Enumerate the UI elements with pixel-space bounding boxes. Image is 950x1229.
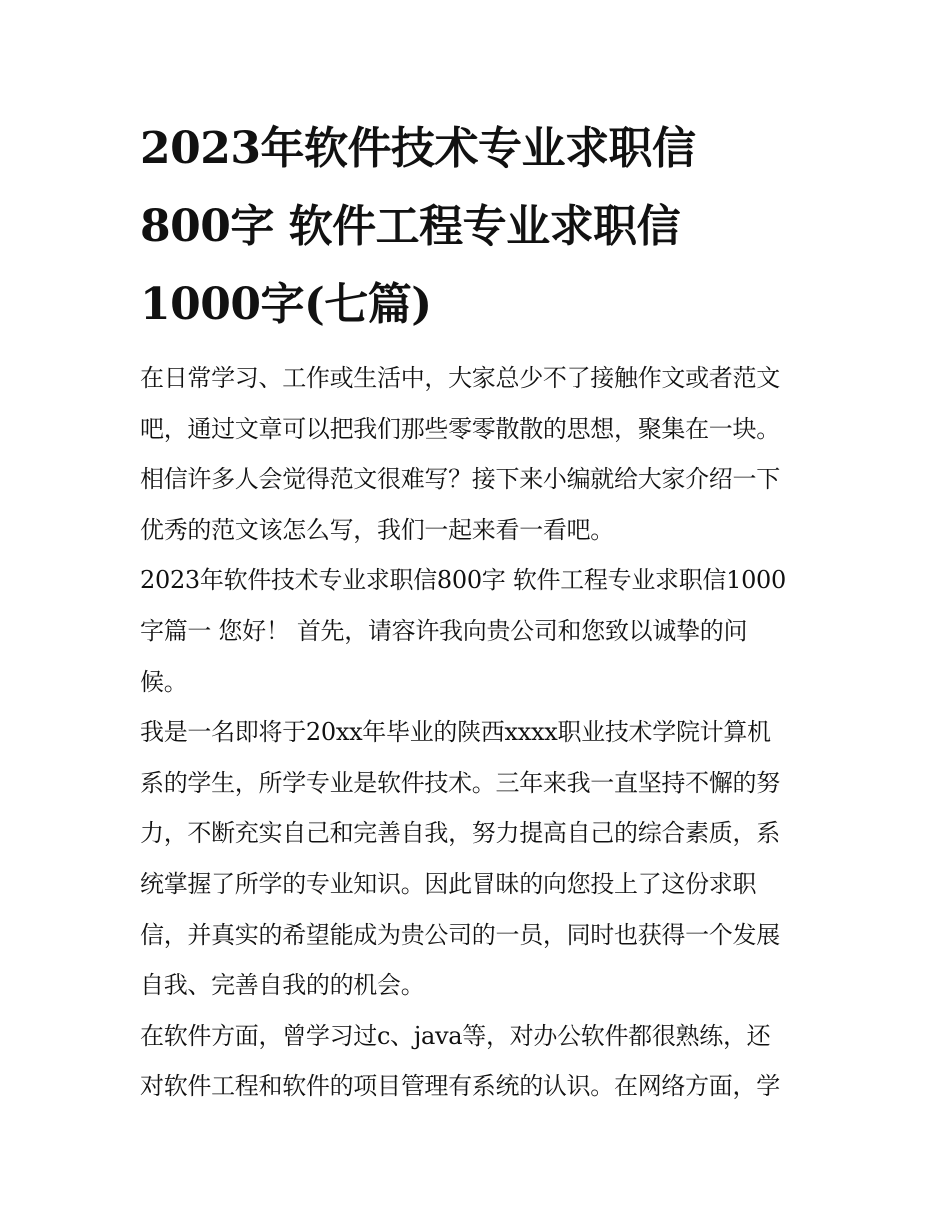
title-line: 1000字(七篇) xyxy=(140,279,432,330)
text-line: 相信许多人会觉得范文很难写？接下来小编就给大家介绍一下 xyxy=(140,465,780,494)
text-line: 字篇一 您好！ 首先，请容许我向贵公司和您致以诚挚的问 xyxy=(140,616,748,645)
text-line: 优秀的范文该怎么写，我们一起来看一看吧。 xyxy=(140,515,614,544)
text-line: 候。 xyxy=(140,667,188,696)
paragraph-skills xyxy=(140,1011,830,1112)
text-line: 吧，通过文章可以把我们那些零零散散的思想，聚集在一块。 xyxy=(140,414,780,443)
text-line: 在日常学习、工作或生活中，大家总少不了接触作文或者范文 xyxy=(140,364,780,392)
text-line: 统掌握了所学的专业知识。因此冒昧的向您投上了这份求职 xyxy=(140,869,757,898)
paragraph-self-intro xyxy=(140,707,830,1011)
text-line: 在软件方面，曾学习过c、java等，对办公软件都很熟练，还 xyxy=(140,1021,771,1050)
text-line: 2023年软件技术专业求职信800字 软件工程专业求职信1000 xyxy=(140,566,786,595)
text-line: 对软件工程和软件的项目管理有系统的认识。在网络方面，学 xyxy=(140,1072,780,1101)
title-line: 2023年软件技术专业求职信 xyxy=(140,123,696,174)
title-line: 800字 软件工程专业求职信 xyxy=(140,201,681,252)
document-title xyxy=(140,110,840,344)
document-body xyxy=(140,353,830,1112)
text-line: 我是一名即将于20xx年毕业的陕西xxxx职业技术学院计算机 xyxy=(140,718,771,747)
text-line: 系的学生，所学专业是软件技术。三年来我一直坚持不懈的努 xyxy=(140,768,780,797)
paragraph-intro xyxy=(140,353,830,555)
text-line: 力，不断充实自己和完善自我，努力提高自己的综合素质，系 xyxy=(140,819,780,848)
text-line: 信，并真实的希望能成为贵公司的一员，同时也获得一个发展 xyxy=(140,920,780,949)
paragraph-heading-one xyxy=(140,555,830,707)
text-line: 自我、完善自我的的机会。 xyxy=(140,971,425,1000)
